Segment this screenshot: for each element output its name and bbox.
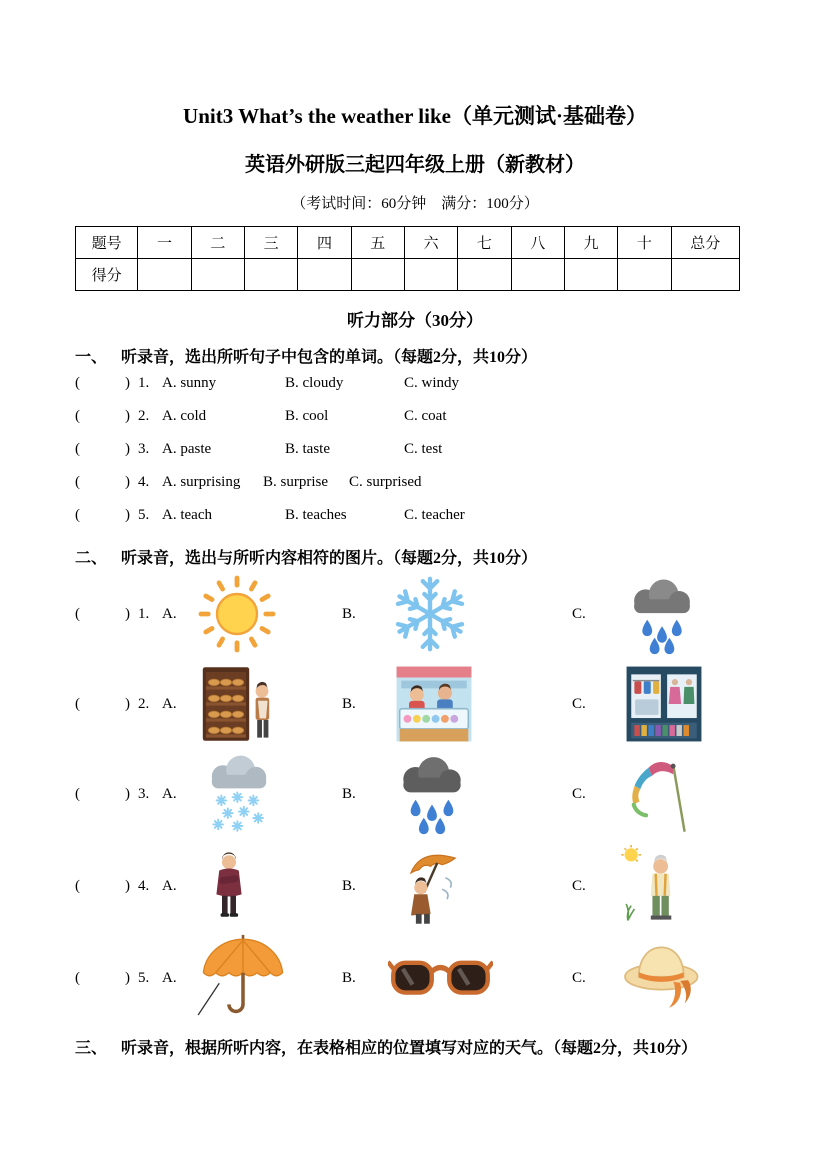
score-cell bbox=[404, 259, 457, 291]
option-a-image-cell bbox=[186, 934, 342, 1022]
option-c: C. test bbox=[404, 441, 443, 458]
score-cell bbox=[618, 259, 671, 291]
answer-blank: ( ) bbox=[75, 375, 130, 392]
option-c: C. windy bbox=[404, 375, 460, 392]
option-c-image-cell bbox=[596, 665, 755, 743]
word-choice-question bbox=[75, 367, 755, 400]
score-cell bbox=[564, 259, 617, 291]
option-b-label: B. bbox=[342, 695, 356, 712]
option-b-label: B. bbox=[342, 785, 356, 802]
part3-title: 听录音，根据所听内容，在表格相应的位置填写对应的天气。（每题2分，共10分） bbox=[121, 1040, 698, 1058]
option-c-image-cell bbox=[596, 840, 755, 932]
option-b-label: B. bbox=[342, 877, 356, 894]
word-choice-question bbox=[75, 499, 755, 532]
score-header-cell: 总分 bbox=[671, 227, 740, 259]
score-header-cell: 五 bbox=[351, 227, 404, 259]
question-number: 1. bbox=[138, 375, 150, 392]
score-header-cell: 四 bbox=[298, 227, 351, 259]
option-b: B. surprise bbox=[263, 474, 328, 491]
option-a-label: A. bbox=[162, 785, 177, 802]
option-c-image-cell bbox=[596, 753, 755, 835]
page-subtitle: 英语外研版三起四年级上册（新教材） bbox=[245, 154, 585, 177]
option-b: B. taste bbox=[285, 441, 330, 458]
sunglasses-image bbox=[388, 951, 493, 1006]
answer-blank: ( ) bbox=[75, 605, 130, 622]
score-header-cell: 三 bbox=[245, 227, 298, 259]
picture-choice-question bbox=[75, 840, 755, 932]
score-cell bbox=[671, 259, 740, 291]
snowflake-image bbox=[388, 574, 472, 654]
rain-cloud-dark-image bbox=[388, 753, 476, 835]
option-b-image-cell bbox=[366, 951, 572, 1006]
option-a-label: A. bbox=[162, 605, 177, 622]
answer-blank: ( ) bbox=[75, 507, 130, 524]
option-c-label: C. bbox=[572, 877, 586, 894]
snow-cloud-image bbox=[194, 754, 284, 834]
word-choice-question bbox=[75, 400, 755, 433]
answer-blank: ( ) bbox=[75, 785, 130, 802]
listening-section-title: 听力部分（30分） bbox=[347, 311, 483, 331]
option-b-image-cell bbox=[366, 753, 572, 835]
answer-blank: ( ) bbox=[75, 695, 130, 712]
orange-umbrella-image bbox=[194, 934, 292, 1022]
option-a-label: A. bbox=[162, 695, 177, 712]
sun-hat-image bbox=[618, 937, 708, 1019]
answer-blank: ( ) bbox=[75, 408, 130, 425]
clothing-store-image bbox=[618, 665, 710, 743]
sun-image bbox=[194, 574, 280, 654]
answer-blank: ( ) bbox=[75, 969, 130, 986]
part1-number: 一、 bbox=[75, 349, 108, 367]
question-number: 3. bbox=[138, 441, 150, 458]
option-c: C. teacher bbox=[404, 507, 465, 524]
option-a-image-cell bbox=[186, 664, 342, 744]
score-row-label: 得分 bbox=[76, 259, 138, 291]
option-c-image-cell bbox=[596, 937, 755, 1019]
picture-choice-question bbox=[75, 934, 755, 1022]
question-number: 5. bbox=[138, 507, 150, 524]
score-cell bbox=[458, 259, 511, 291]
score-cell bbox=[511, 259, 564, 291]
ice-cream-shop-image bbox=[388, 665, 480, 743]
score-header-cell: 二 bbox=[191, 227, 244, 259]
option-b-label: B. bbox=[342, 969, 356, 986]
question-number: 4. bbox=[138, 877, 150, 894]
part1-heading bbox=[75, 344, 755, 367]
part2-heading bbox=[75, 545, 755, 568]
picture-choice-question bbox=[75, 570, 755, 658]
score-cell bbox=[298, 259, 351, 291]
score-cell bbox=[245, 259, 298, 291]
option-b: B. cloudy bbox=[285, 375, 344, 392]
question-number: 2. bbox=[138, 695, 150, 712]
score-table bbox=[75, 226, 740, 291]
person-in-coat-image bbox=[194, 840, 264, 932]
option-a: A. teach bbox=[162, 507, 212, 524]
option-c-label: C. bbox=[572, 695, 586, 712]
part2-number: 二、 bbox=[75, 550, 108, 568]
option-a: A. surprising bbox=[162, 474, 241, 491]
question-number: 1. bbox=[138, 605, 150, 622]
word-choice-question bbox=[75, 433, 755, 466]
option-c-label: C. bbox=[572, 969, 586, 986]
score-table-header-row bbox=[76, 227, 740, 259]
question-number: 2. bbox=[138, 408, 150, 425]
option-a-image-cell bbox=[186, 574, 342, 654]
part3-heading bbox=[75, 1035, 755, 1058]
option-b: B. teaches bbox=[285, 507, 347, 524]
option-c-label: C. bbox=[572, 605, 586, 622]
option-a: A. cold bbox=[162, 408, 207, 425]
option-c: C. surprised bbox=[349, 474, 422, 491]
option-b-image-cell bbox=[366, 665, 572, 743]
option-a-label: A. bbox=[162, 969, 177, 986]
windsock-image bbox=[618, 753, 702, 835]
score-table-score-row bbox=[76, 259, 740, 291]
part3-number: 三、 bbox=[75, 1040, 108, 1058]
question-number: 3. bbox=[138, 785, 150, 802]
option-a-image-cell bbox=[186, 754, 342, 834]
person-with-umbrella-in-wind-image bbox=[388, 840, 470, 932]
score-header-cell: 六 bbox=[404, 227, 457, 259]
score-header-cell: 七 bbox=[458, 227, 511, 259]
question-number: 5. bbox=[138, 969, 150, 986]
picture-choice-question bbox=[75, 660, 755, 748]
bakery-image bbox=[194, 664, 282, 744]
part2-title: 听录音，选出与所听内容相符的图片。（每题2分，共10分） bbox=[121, 550, 538, 568]
score-header-cell: 九 bbox=[564, 227, 617, 259]
option-b-label: B. bbox=[342, 605, 356, 622]
option-c: C. coat bbox=[404, 408, 447, 425]
option-a: A. sunny bbox=[162, 375, 217, 392]
question-number: 4. bbox=[138, 474, 150, 491]
word-choice-question bbox=[75, 466, 755, 499]
option-a-image-cell bbox=[186, 840, 342, 932]
old-man-in-sun-image bbox=[618, 840, 700, 932]
option-a-label: A. bbox=[162, 877, 177, 894]
option-c-label: C. bbox=[572, 785, 586, 802]
option-b: B. cool bbox=[285, 408, 329, 425]
rain-cloud-image bbox=[618, 573, 706, 655]
score-header-cell: 一 bbox=[138, 227, 191, 259]
option-c-image-cell bbox=[596, 573, 755, 655]
option-a: A. paste bbox=[162, 441, 212, 458]
score-cell bbox=[351, 259, 404, 291]
answer-blank: ( ) bbox=[75, 474, 130, 491]
answer-blank: ( ) bbox=[75, 877, 130, 894]
page-title: Unit3 What’s the weather like（单元测试·基础卷） bbox=[183, 104, 647, 128]
score-header-cell: 八 bbox=[511, 227, 564, 259]
option-b-image-cell bbox=[366, 840, 572, 932]
score-cell bbox=[138, 259, 191, 291]
picture-choice-question bbox=[75, 750, 755, 838]
exam-info: （考试时间：60分钟 满分：100分） bbox=[291, 196, 539, 213]
option-b-image-cell bbox=[366, 574, 572, 654]
score-header-cell: 十 bbox=[618, 227, 671, 259]
answer-blank: ( ) bbox=[75, 441, 130, 458]
part1-title: 听录音，选出所听句子中包含的单词。（每题2分，共10分） bbox=[121, 349, 538, 367]
score-cell bbox=[191, 259, 244, 291]
score-header-cell: 题号 bbox=[76, 227, 138, 259]
